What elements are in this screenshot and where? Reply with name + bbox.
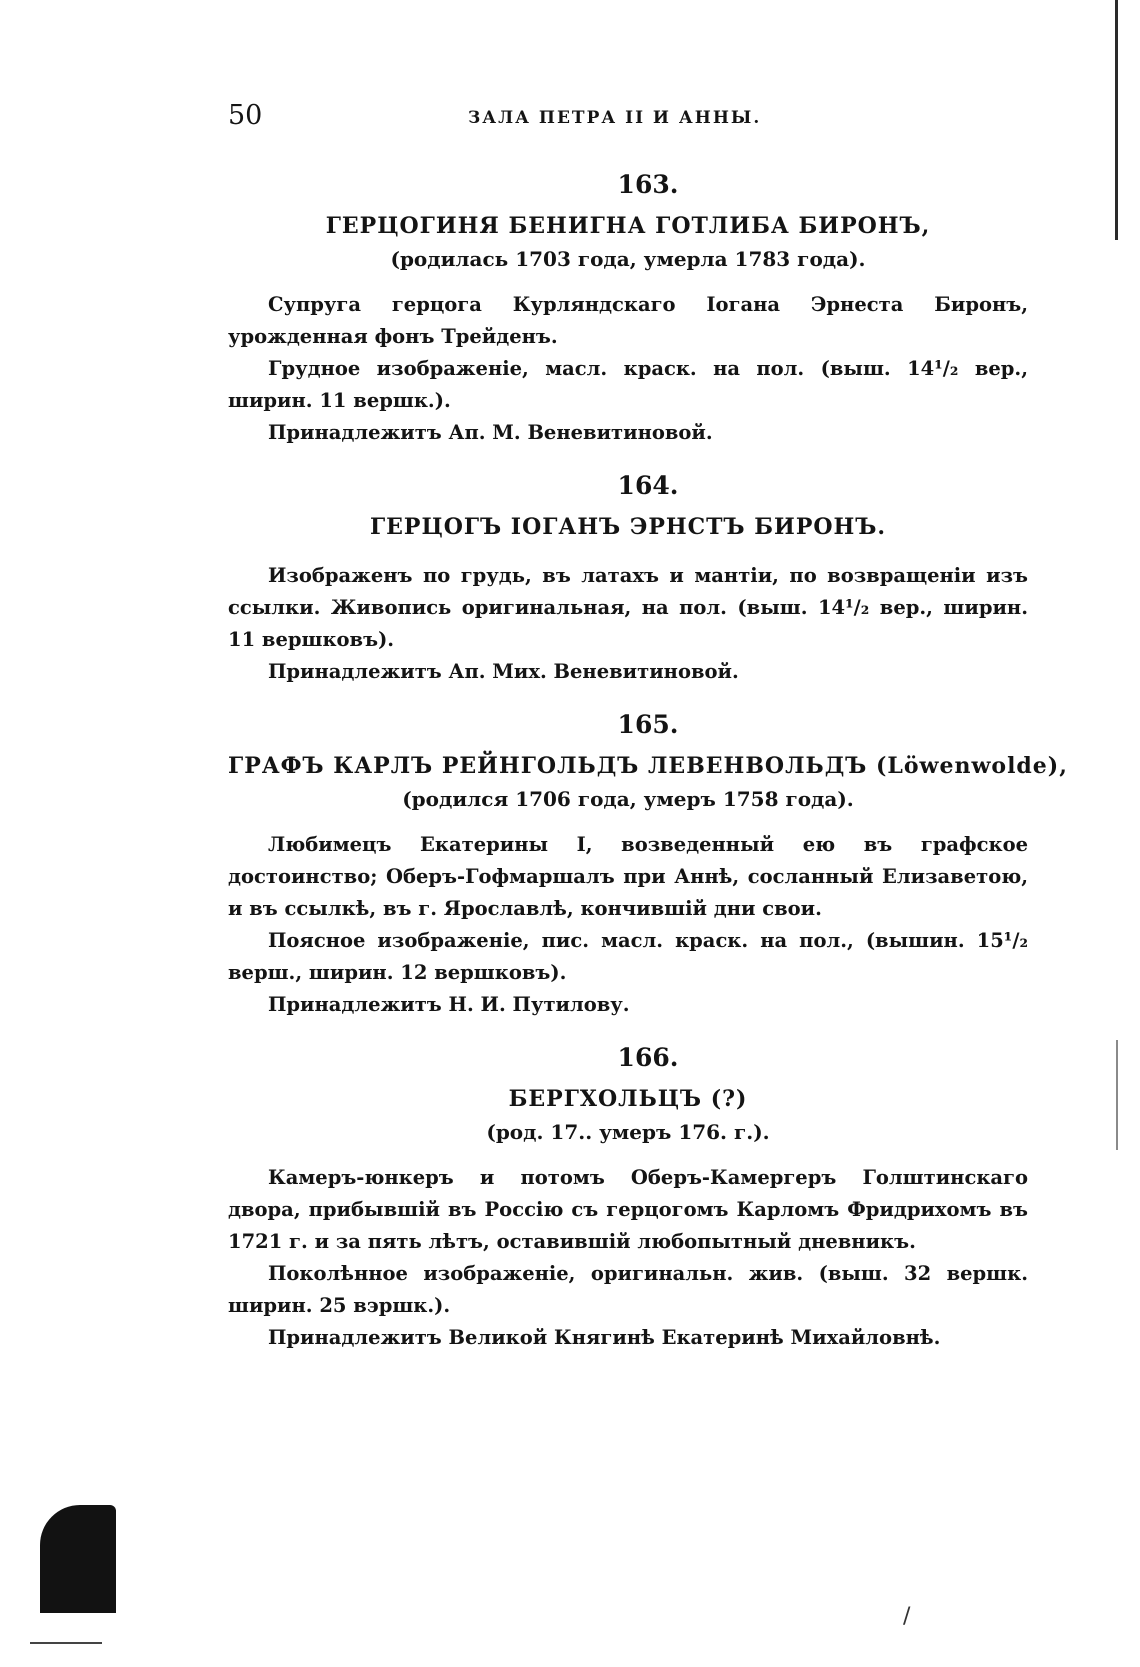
entry-owner: Принадлежитъ Великой Княгинѣ Екатеринѣ Михайловнѣ. xyxy=(268,1326,941,1349)
entry-description: Камеръ-юнкеръ и потомъ Оберъ-Камергеръ Голштинскаго двора, прибывшій въ Россію съ герцогомъ Карломъ Фридрихомъ въ 1721 г. и за пять лѣтъ, оставившій любопытный дневникъ. xyxy=(228,1166,1028,1253)
entry-dates: (родился 1706 года, умеръ 1758 года). xyxy=(402,787,854,811)
entry-medium: Поясное изображеніе, пис. масл. краск. на пол., (вышин. 15¹/₂ верш., ширин. 12 вершковъ). xyxy=(228,929,1028,984)
entry-title: БЕРГХОЛЬЦЪ (?) xyxy=(508,1086,748,1112)
entry-number: 165. xyxy=(617,710,679,739)
catalog-entry xyxy=(228,1043,1028,1354)
catalog-entry xyxy=(228,710,1068,1021)
entry-dates: (родилась 1703 года, умерла 1783 года). xyxy=(390,247,866,271)
scan-edge-line xyxy=(1115,0,1118,240)
page-number: 50 xyxy=(228,100,263,131)
entry-title: ГЕРЦОГИНЯ БЕНИГНА ГОТЛИБА БИРОНЪ, xyxy=(325,213,931,239)
entry-owner: Принадлежитъ Н. И. Путилову. xyxy=(268,993,630,1016)
entry-description: Изображенъ по грудь, въ латахъ и мантіи, по возвращеніи изъ ссылки. Живопись оригинальная, на пол. (выш. 14¹/₂ вер., ширин. 11 вершковъ). xyxy=(228,564,1028,651)
running-head xyxy=(228,96,1028,140)
entry-title: ГЕРЦОГЪ ІОГАНЪ ЭРНСТЪ БИРОНЪ. xyxy=(369,514,887,540)
entry-description: Супруга герцога Курляндскаго Іогана Эрнеста Биронъ, урожденная фонъ Трейденъ. xyxy=(228,293,1028,348)
entry-description: Любимецъ Екатерины I, возведенный ею въ графское достоинство; Оберъ-Гофмаршалъ при Аннѣ, сосланный Елизаветою, и въ ссылкѣ, въ г. Ярославлѣ, кончившій дни свои. xyxy=(228,833,1028,920)
catalog-entry xyxy=(228,471,1028,688)
entry-number: 166. xyxy=(617,1043,679,1072)
entry-medium: Поколѣнное изображеніе, оригинальн. жив. (выш. 32 вершк. ширин. 25 вэршк.). xyxy=(228,1262,1028,1317)
entry-owner: Принадлежитъ Ап. Мих. Веневитиновой. xyxy=(268,660,739,683)
entry-number: 163. xyxy=(617,170,679,199)
entry-dates: (род. 17.. умеръ 176. г.). xyxy=(486,1120,770,1144)
scan-speck: / xyxy=(903,1604,911,1629)
entry-number: 164. xyxy=(617,471,679,500)
entry-title: ГРАФЪ КАРЛЪ РЕЙНГОЛЬДЪ ЛЕВЕНВОЛЬДЪ (Löwenwolde), xyxy=(228,753,1068,779)
book-page xyxy=(228,96,1068,1354)
entry-medium: Грудное изображеніе, масл. краск. на пол. (выш. 14¹/₂ вер., ширин. 11 вершк.). xyxy=(228,357,1028,412)
catalog-entry xyxy=(228,170,1028,449)
scan-bottom-rule xyxy=(30,1642,102,1644)
scan-edge-line xyxy=(1116,1040,1118,1150)
scan-binding-shadow xyxy=(40,1505,116,1613)
running-title: ЗАЛА ПЕТРА II И АННЫ. xyxy=(468,108,762,128)
entry-owner: Принадлежитъ Ап. М. Веневитиновой. xyxy=(268,421,713,444)
